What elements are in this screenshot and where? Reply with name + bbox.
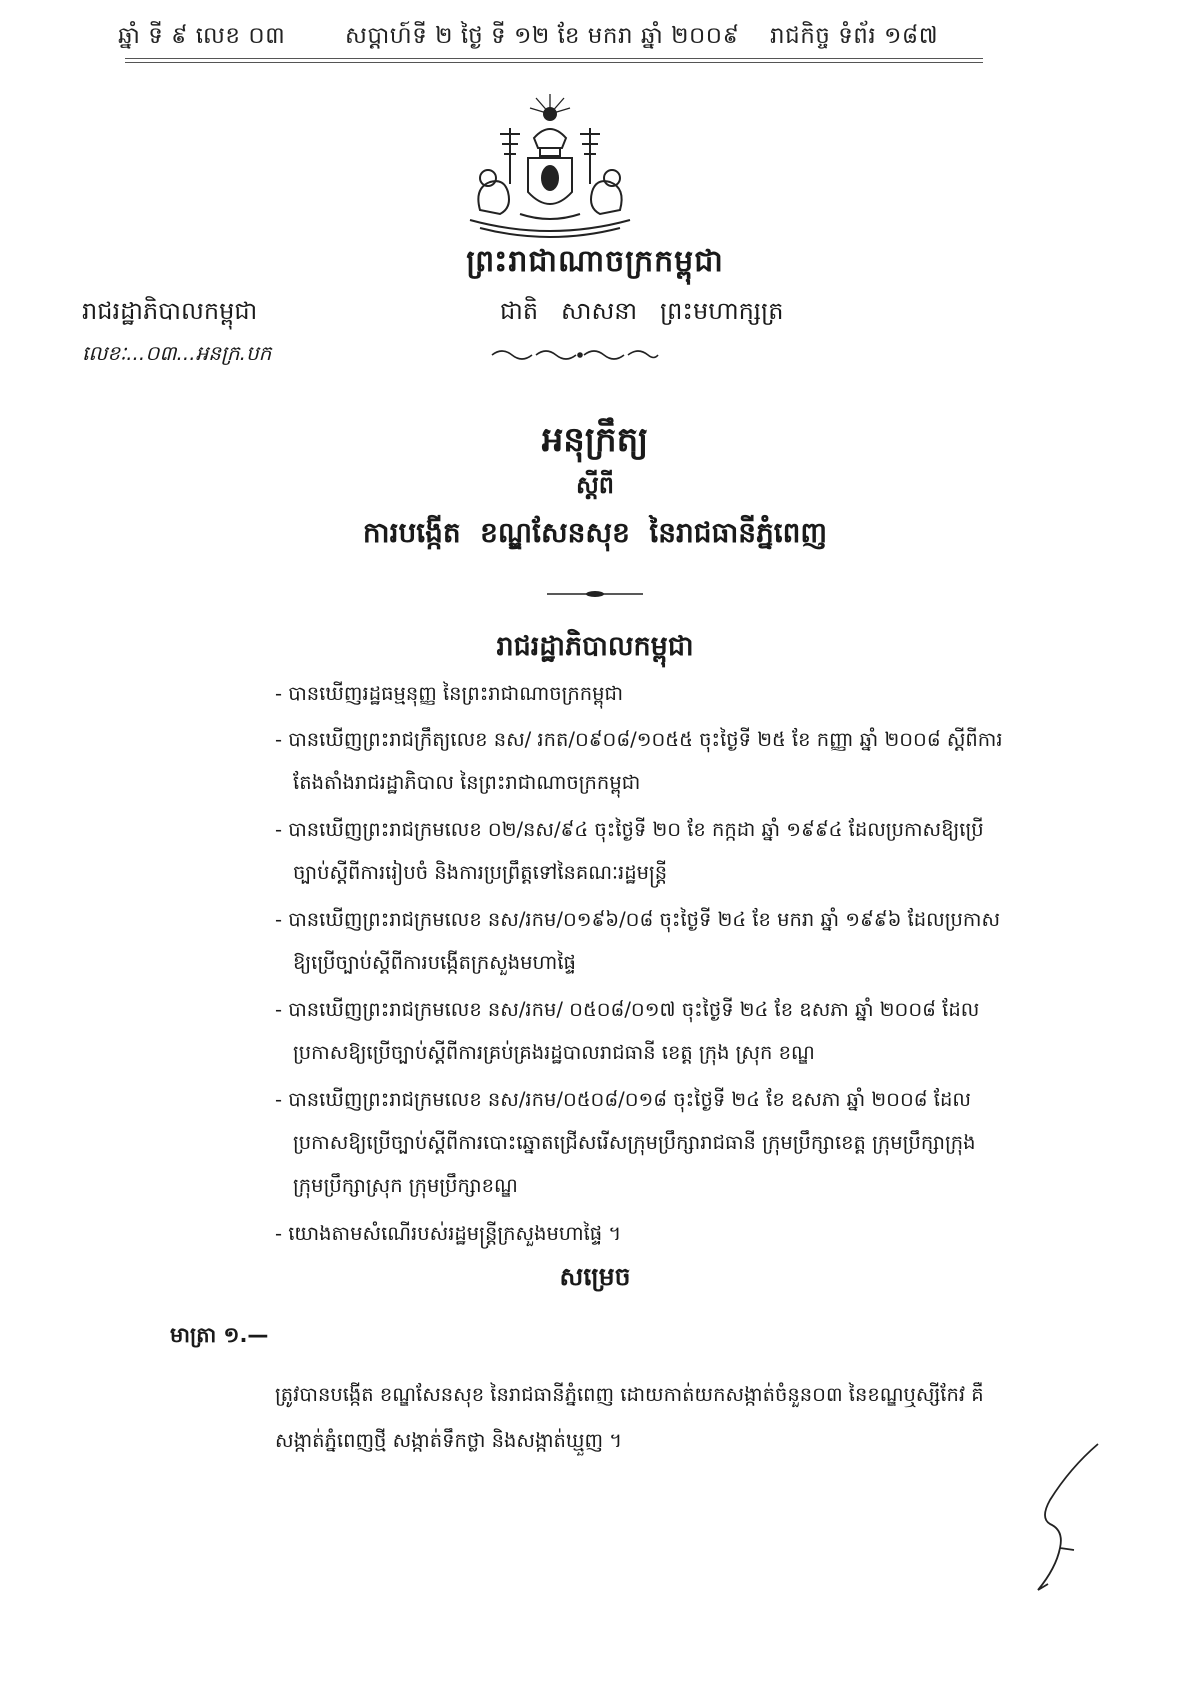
article-label: មាត្រា ១.— <box>170 1323 269 1347</box>
reference-number: លេខៈ...០៣...អនក្រ.បក <box>82 341 272 365</box>
preamble-item <box>275 1212 1055 1255</box>
preamble-item <box>275 898 1055 984</box>
document-type-title: អនុក្រឹត្យ <box>541 420 649 460</box>
government-heading: រាជរដ្ឋាភិបាលកម្ពុជា <box>496 631 694 662</box>
gazette-week-date: សប្តាហ៍ទី ២ ថ្ងៃ ទី ១២ ខែ មករា ឆ្នាំ ២០០៩ <box>345 23 740 49</box>
preamble-continuation: ច្បាប់ស្តីពីការរៀបចំ និងការប្រព្រឹត្តទៅនៃគណៈរដ្ឋមន្ត្រី <box>293 861 668 884</box>
preamble-line: - បានឃើញព្រះរាជក្រមលេខ ០២/នស/៩៤ ចុះថ្ងៃទី ២០ ខែ កក្កដា ឆ្នាំ ១៩៩៤ ដែលប្រកាសឱ្យប្រើ <box>275 818 984 841</box>
ornament-divider-icon <box>490 346 660 368</box>
preamble-item <box>275 672 1055 715</box>
preamble-continuation: តែងតាំងរាជរដ្ឋាភិបាល នៃព្រះរាជាណាចក្រកម្ពុជា <box>293 771 641 794</box>
signature-initial-icon <box>1020 1438 1110 1602</box>
preamble-line: - បានឃើញព្រះរាជក្រមលេខ នស/រកម/០៥០៨/០១៨ ចុះថ្ងៃទី ២៤ ខែ ឧសភា ឆ្នាំ ២០០៨ ដែល <box>275 1088 971 1111</box>
preamble-line: - យោងតាមសំណើរបស់រដ្ឋមន្ត្រីក្រសួងមហាផ្ទៃ ។ <box>275 1222 622 1245</box>
preamble-continuation: ប្រកាសឱ្យប្រើច្បាប់ស្តីពីការបោះឆ្នោតជ្រើសរើសក្រុមប្រឹក្សារាជធានី ក្រុមប្រឹក្សាខេត្ត ក្រុមប្រឹក្សាក្រុង ក្រុមប្រឹក្សាស្រុក ក្រុមប្រឹក្សាខណ្ឌ <box>293 1131 976 1197</box>
article-body <box>275 1372 1065 1464</box>
header-rule-double <box>125 62 983 63</box>
preamble-line: - បានឃើញព្រះរាជក្រមលេខ នស/រកម/ ០៥០៨/០១៧ ចុះថ្ងៃទី ២៤ ខែ ឧសភា ឆ្នាំ ២០០៨ ដែល <box>275 998 980 1021</box>
decides-heading: សម្រេច <box>559 1262 631 1291</box>
preamble-item <box>275 1078 1055 1207</box>
royal-coat-of-arms-icon <box>460 92 640 246</box>
kingdom-title: ព្រះរាជាណាចក្រកម្ពុជា <box>466 244 724 279</box>
preamble-continuation: ឱ្យប្រើច្បាប់ស្តីពីការបង្កើតក្រសួងមហាផ្ទៃ <box>293 951 576 974</box>
preamble-item <box>275 988 1055 1074</box>
preamble-line: - បានឃើញព្រះរាជក្រមលេខ នស/រកម/០១៩៦/០៨ ចុះថ្ងៃទី ២៤ ខែ មករា ឆ្នាំ ១៩៩៦ ដែលប្រកាស <box>275 908 1001 931</box>
preamble-item <box>275 808 1055 894</box>
preamble-line: - បានឃើញព្រះរាជក្រឹត្យលេខ នស/ រកត/០៩០៨/១០៥៥ ចុះថ្ងៃទី ២៥ ខែ កញ្ញា ឆ្នាំ ២០០៨ ស្តីពីការ <box>275 728 1003 751</box>
preamble-line: - បានឃើញរដ្ឋធម្មនុញ្ញ នៃព្រះរាជាណាចក្រកម្ពុជា <box>275 682 624 705</box>
about-label: ស្តីពី <box>575 471 615 499</box>
header-rule <box>125 58 983 59</box>
gazette-page-number: រាជកិច្ច ទំព័រ ១៨៧ <box>770 23 939 49</box>
article-line: សង្កាត់ភ្នំពេញថ្មី សង្កាត់ទឹកថ្លា និងសង្កាត់ឃ្មួញ ។ <box>275 1429 623 1452</box>
section-divider-icon <box>545 584 645 603</box>
preamble-continuation: ប្រកាសឱ្យប្រើច្បាប់ស្តីពីការគ្រប់គ្រងរដ្ឋបាលរាជធានី ខេត្ត ក្រុង ស្រុក ខណ្ឌ <box>293 1041 815 1064</box>
article-line: ត្រូវបានបង្កើត ខណ្ឌសែនសុខ នៃរាជធានីភ្នំពេញ ដោយកាត់យកសង្កាត់ចំនួន០៣ នៃខណ្ឌឬស្សីកែវ គឺ <box>275 1383 984 1406</box>
preamble-item <box>275 718 1055 804</box>
issuer-name: រាជរដ្ឋាភិបាលកម្ពុជា <box>82 297 258 325</box>
gazette-year-issue: ឆ្នាំ ទី ៩ លេខ ០៣ <box>118 23 286 49</box>
decree-subject: ការបង្កើត ខណ្ឌសែនសុខ នៃរាជធានីភ្នំពេញ <box>362 516 828 549</box>
national-motto: ជាតិ សាសនា ព្រះមហាក្សត្រ <box>500 297 784 325</box>
